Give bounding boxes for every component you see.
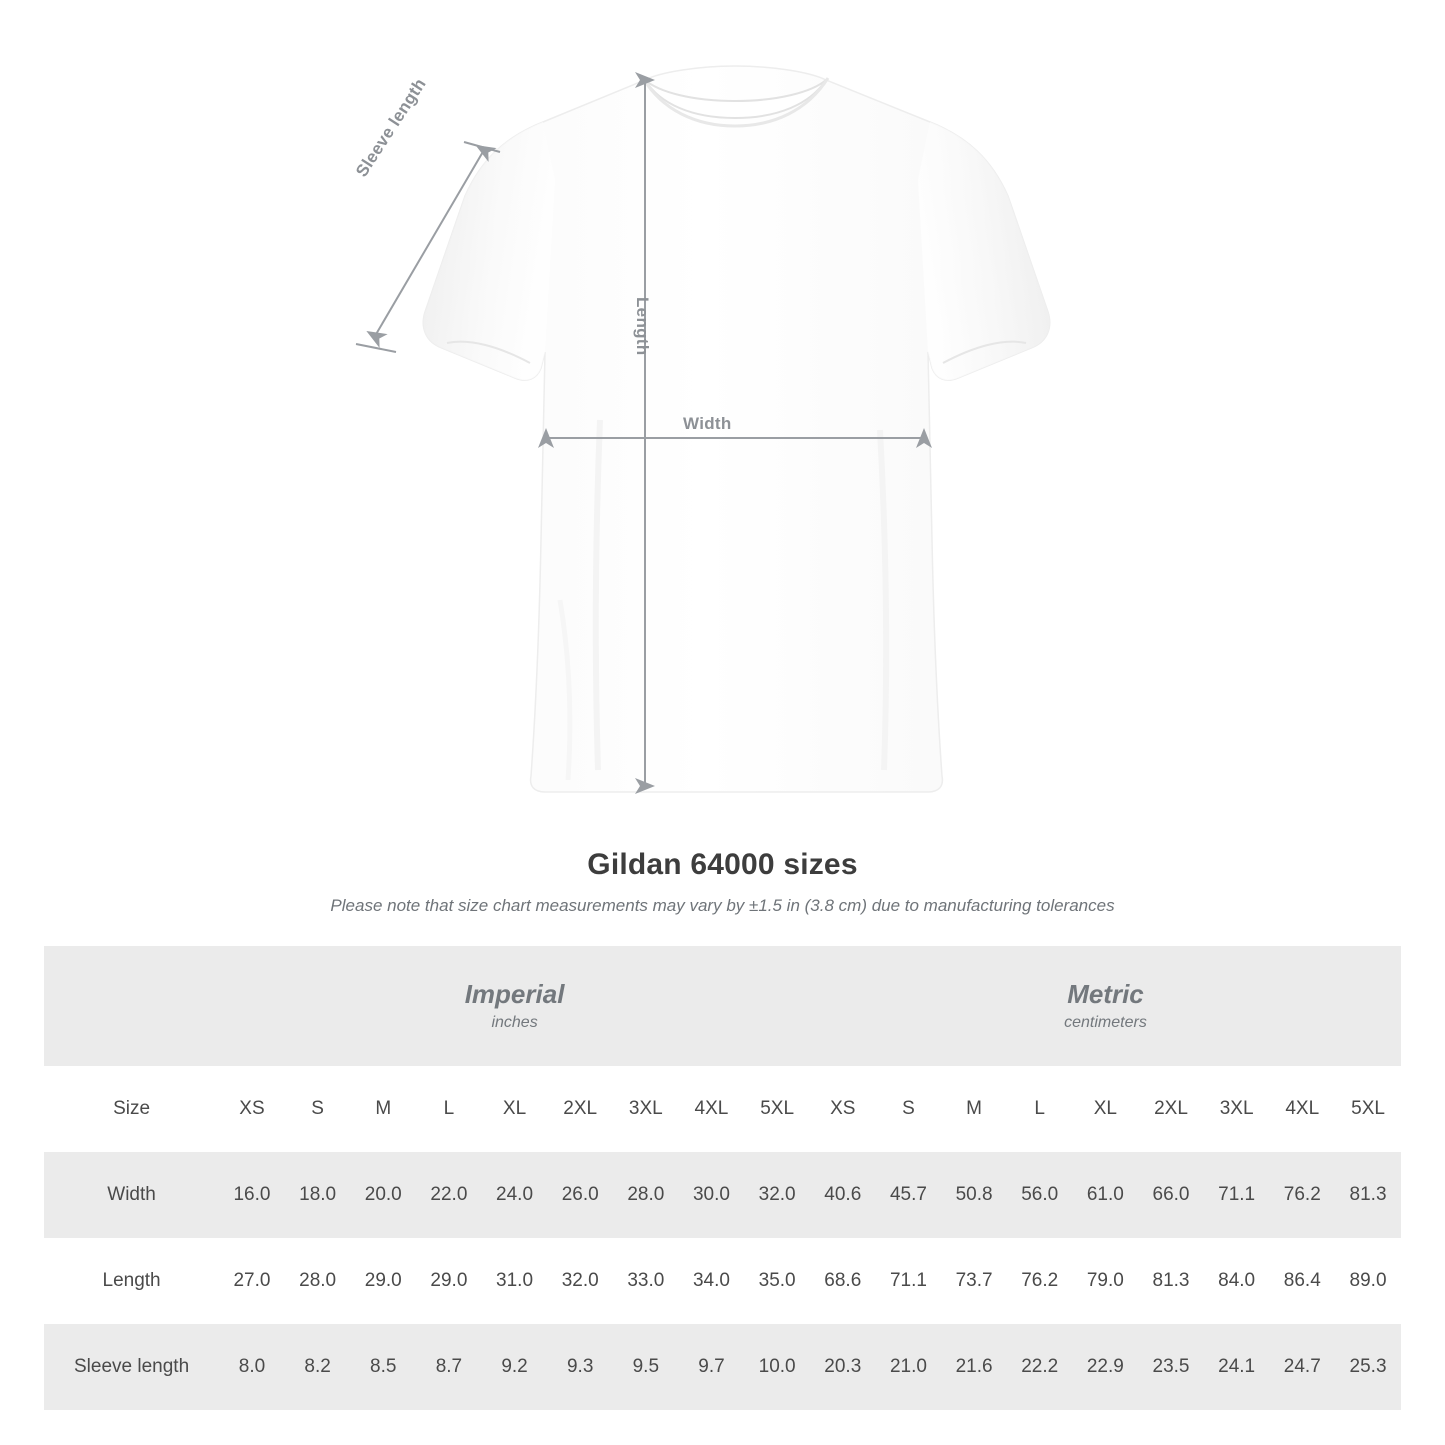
width-imperial-5xl: 32.0 — [758, 1184, 796, 1205]
sleeve-imperial-4xl: 9.7 — [698, 1356, 725, 1377]
row-label-sleeve-length: Sleeve length — [74, 1356, 190, 1377]
unit-sub-imperial: inches — [491, 1014, 538, 1032]
unit-name-imperial: Imperial — [464, 978, 565, 1009]
sleeve-metric-5xl: 25.3 — [1349, 1356, 1387, 1377]
table-header-size: Size — [113, 1098, 151, 1119]
length-imperial-xl: 31.0 — [496, 1270, 534, 1291]
length-metric-5xl: 89.0 — [1349, 1270, 1387, 1291]
width-imperial-xl: 24.0 — [496, 1184, 534, 1205]
size-table-container — [0, 916, 1445, 1410]
size-col-metric-xs: XS — [830, 1098, 856, 1119]
length-imperial-4xl: 34.0 — [692, 1270, 730, 1291]
width-imperial-l: 22.0 — [430, 1184, 468, 1205]
width-metric-5xl: 81.3 — [1349, 1184, 1387, 1205]
size-col-metric-2xl: 2XL — [1154, 1098, 1188, 1119]
width-metric-4xl: 76.2 — [1283, 1184, 1321, 1205]
size-col-imperial-s: S — [311, 1098, 324, 1119]
length-metric-4xl: 86.4 — [1283, 1270, 1321, 1291]
size-header-row — [44, 1066, 1401, 1152]
length-imperial-m: 29.0 — [364, 1270, 402, 1291]
size-col-imperial-3xl: 3XL — [628, 1098, 663, 1119]
width-metric-m: 50.8 — [955, 1184, 993, 1205]
size-col-imperial-2xl: 2XL — [563, 1098, 598, 1119]
sleeve-metric-xs: 20.3 — [824, 1356, 862, 1377]
width-imperial-xs: 16.0 — [233, 1184, 271, 1205]
unit-header-spacer — [44, 946, 219, 1066]
unit-name-metric: Metric — [1067, 978, 1144, 1009]
length-metric-s: 71.1 — [889, 1270, 927, 1291]
sleeve-metric-s: 21.0 — [889, 1356, 927, 1377]
length-metric-xl: 79.0 — [1086, 1270, 1124, 1291]
width-imperial-2xl: 26.0 — [561, 1184, 599, 1205]
unit-sub-metric: centimeters — [1064, 1014, 1147, 1032]
width-metric-s: 45.7 — [889, 1184, 927, 1205]
size-col-metric-xl: XL — [1093, 1098, 1117, 1119]
sleeve-metric-4xl: 24.7 — [1283, 1356, 1321, 1377]
size-col-metric-3xl: 3XL — [1219, 1098, 1254, 1119]
length-metric-l: 76.2 — [1021, 1270, 1059, 1291]
table-row-length — [44, 1238, 1401, 1324]
row-label-length: Length — [102, 1270, 161, 1291]
length-metric-m: 73.7 — [955, 1270, 993, 1291]
sleeve-metric-2xl: 23.5 — [1152, 1356, 1190, 1377]
unit-header-metric — [810, 946, 1401, 1066]
size-col-imperial-m: M — [375, 1098, 392, 1119]
size-col-metric-5xl: 5XL — [1351, 1098, 1385, 1119]
length-imperial-2xl: 32.0 — [561, 1270, 599, 1291]
unit-header-imperial — [219, 946, 810, 1066]
size-col-imperial-l: L — [443, 1098, 455, 1119]
sleeve-imperial-xs: 8.0 — [238, 1356, 266, 1377]
measurement-tolerance-note: Please note that size chart measurements may vary by ±1.5 in (3.8 cm) due to manufacturing tolerances — [330, 896, 1115, 915]
sleeve-metric-m: 21.6 — [955, 1356, 993, 1377]
size-col-imperial-xs: XS — [239, 1098, 265, 1119]
sleeve-imperial-l: 8.7 — [435, 1356, 463, 1377]
size-col-metric-m: M — [966, 1098, 982, 1119]
width-dimension-label: Width — [683, 414, 732, 433]
length-imperial-l: 29.0 — [430, 1270, 468, 1291]
sleeve-imperial-xl: 9.2 — [501, 1356, 528, 1377]
width-metric-l: 56.0 — [1021, 1184, 1059, 1205]
length-imperial-3xl: 33.0 — [627, 1270, 665, 1291]
sleeve-imperial-2xl: 9.3 — [566, 1356, 594, 1377]
unit-header-row — [44, 946, 1401, 1066]
width-imperial-3xl: 28.0 — [627, 1184, 665, 1205]
size-col-metric-4xl: 4XL — [1285, 1098, 1320, 1119]
length-metric-3xl: 84.0 — [1218, 1270, 1256, 1291]
table-row-sleeve-length — [44, 1324, 1401, 1410]
length-imperial-s: 28.0 — [299, 1270, 337, 1291]
size-col-imperial-5xl: 5XL — [760, 1098, 795, 1119]
width-metric-xl: 61.0 — [1086, 1184, 1124, 1205]
width-metric-xs: 40.6 — [824, 1184, 862, 1205]
width-imperial-m: 20.0 — [364, 1184, 402, 1205]
width-imperial-s: 18.0 — [299, 1184, 337, 1205]
width-metric-2xl: 66.0 — [1152, 1184, 1190, 1205]
sleeve-imperial-3xl: 9.5 — [632, 1356, 660, 1377]
size-col-metric-l: L — [1034, 1098, 1045, 1119]
width-metric-3xl: 71.1 — [1218, 1184, 1256, 1205]
length-imperial-5xl: 35.0 — [758, 1270, 796, 1291]
size-col-imperial-4xl: 4XL — [694, 1098, 729, 1119]
sleeve-metric-xl: 22.9 — [1086, 1356, 1124, 1377]
sleeve-metric-l: 22.2 — [1021, 1356, 1059, 1377]
length-metric-xs: 68.6 — [824, 1270, 862, 1291]
width-imperial-4xl: 30.0 — [692, 1184, 730, 1205]
page-title: Gildan 64000 sizes — [587, 848, 858, 881]
sleeve-imperial-m: 8.5 — [370, 1356, 397, 1377]
length-imperial-xs: 27.0 — [233, 1270, 271, 1291]
length-metric-2xl: 81.3 — [1152, 1270, 1190, 1291]
sleeve-imperial-s: 8.2 — [304, 1356, 331, 1377]
size-col-metric-s: S — [902, 1098, 915, 1119]
size-col-imperial-xl: XL — [502, 1098, 527, 1119]
size-table — [44, 946, 1401, 1410]
length-dimension-label: Length — [633, 297, 652, 356]
table-row-width — [44, 1152, 1401, 1238]
sleeve-metric-3xl: 24.1 — [1218, 1356, 1256, 1377]
row-label-width: Width — [107, 1184, 156, 1205]
sleeve-length-dimension-label: Sleeve length — [352, 74, 430, 181]
sleeve-imperial-5xl: 10.0 — [758, 1356, 796, 1377]
